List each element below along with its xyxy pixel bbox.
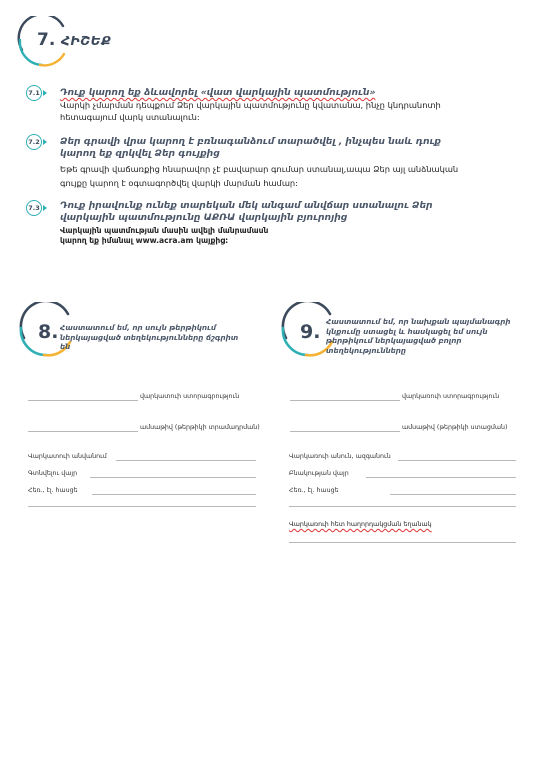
lender-contact-field[interactable] [92, 494, 256, 495]
borrower-name-label: Վարկառուի անուն, ազգանուն [289, 453, 391, 460]
borrower-signature-line[interactable] [290, 400, 400, 401]
borrower-name-field[interactable] [398, 460, 516, 461]
lender-location-label: Գտնվելու վայր [28, 470, 78, 477]
borrower-date-label: ամսաթիվ (թերթիկի ստացման) [402, 424, 508, 431]
lender-name-label: Վարկատուի անվանում [28, 453, 107, 460]
borrower-extra-line[interactable] [289, 506, 516, 507]
lender-signature-line[interactable] [28, 400, 138, 401]
borrower-contact-field[interactable] [390, 494, 516, 495]
reminder-heading: Դուք կարող եք ձևավորել «վատ վարկային պատմություն» [60, 87, 376, 98]
reminder-item [26, 200, 496, 250]
borrower-signature-label: վարկառուի ստորագրություն [402, 393, 500, 400]
reminder-heading: Դուք իրավունք ունեք տարեկան մեկ անգամ անվճար ստանալու Ձեր վարկային պատմությունը ԱՔՌԱ վարկային բյուրոյից [60, 200, 433, 223]
section-7-number: 7. [37, 30, 56, 50]
borrower-contact-label: Հեռ., էլ. հասցե [289, 487, 339, 494]
reminder-body: Եթե գրավի վաճառքից հնարավոր չէ բավարար գումար ստանալ,ապա Ձեր այլ անձնական գույքը կարող է օգտագործվել վարկի մարման համար: [60, 164, 459, 188]
reminder-item [26, 134, 496, 190]
borrower-residence-label: Բնակության վայր [289, 470, 349, 477]
reminder-heading: Ձեր գրավի վրա կարող է բռնագանձում տարածվել , ինչպես նաև դուք կարող եք զրկվել Ձեր գույքից [60, 136, 442, 159]
badge-7-1: 7.1 [26, 85, 42, 101]
lender-contact-label: Հեռ., էլ. հասցե [28, 487, 78, 494]
reminder-body: Վարկային պատմության մասին ավելի մանրամասն կարող եք իմանալ www.acra.am կայքից: [60, 226, 269, 245]
badge-arrow-icon [43, 90, 47, 96]
lender-date-line[interactable] [28, 431, 138, 432]
lender-name-field[interactable] [116, 460, 256, 461]
lender-extra-line[interactable] [28, 506, 256, 507]
lender-location-field[interactable] [90, 477, 256, 478]
section-9-number: 9. [300, 321, 321, 343]
badge-7-3: 7.3 [26, 200, 42, 216]
reminder-item [26, 85, 496, 125]
badge-arrow-icon [43, 139, 47, 145]
section-8-number: 8. [38, 321, 59, 343]
communication-method-label: Վարկառուի հետ հաղորդակցման եղանակ [289, 521, 432, 528]
badge-arrow-icon [43, 205, 47, 211]
lender-date-label: ամսաթիվ (թերթիկի տրամադրման) [140, 424, 260, 431]
badge-7-2: 7.2 [26, 134, 42, 150]
borrower-date-line[interactable] [290, 431, 400, 432]
borrower-residence-field[interactable] [366, 477, 516, 478]
lender-signature-label: վարկատուի ստորագրություն [140, 393, 240, 400]
section-8-intro: Հաստատում եմ, որ սույն թերթիկում ներկայացված տեղեկությունները ճշգրիտ են [60, 323, 239, 351]
section-7-title: ՀԻՇԵՔ [61, 33, 112, 48]
reminder-body: Վարկի չմարման դեպքում Ձեր վարկային պատմությունը կվատանա, ինչը կնդրանոտի հետագայում վարկ ստանալուն: [60, 100, 441, 122]
communication-method-field[interactable] [289, 542, 516, 543]
section-9-intro: Հաստատում եմ, որ նախքան պայմանագրի կնքումը ստացել և հասկացել եմ սույն թերթիկում ներկայացված բոլոր տեղեկությունները [326, 317, 511, 355]
